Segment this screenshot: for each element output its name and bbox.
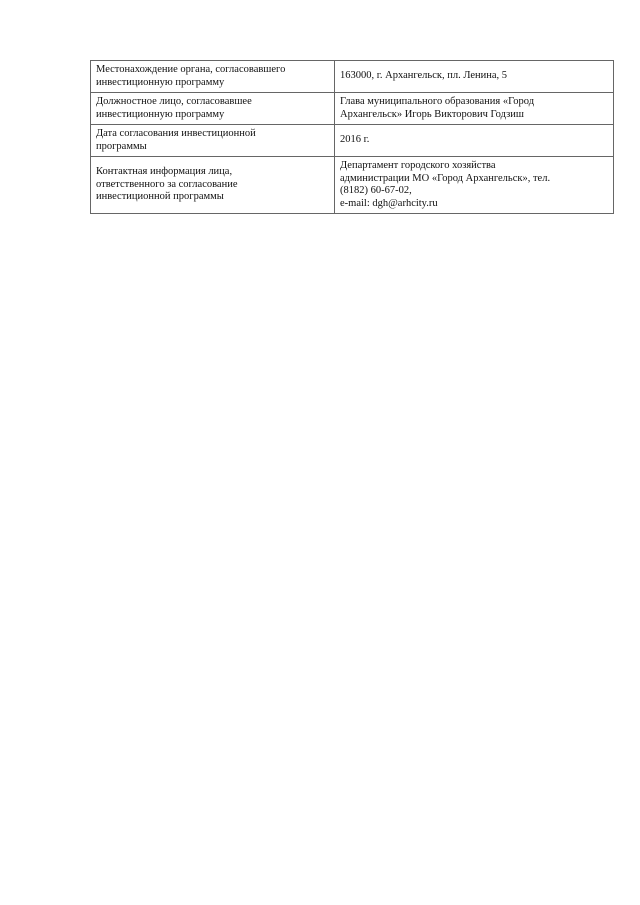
label-line: Должностное лицо, согласовавшее (96, 96, 252, 107)
table-row (91, 125, 614, 157)
table-row (91, 93, 614, 125)
table-row (91, 61, 614, 93)
table-row (91, 157, 614, 214)
value-line: Глава муниципального образования «Город (340, 96, 535, 107)
label-line: Местонахождение органа, согласовавшего (96, 64, 286, 75)
investment-program-approval-table (90, 60, 614, 214)
label-line: инвестиционной программы (96, 191, 224, 203)
label-line: Контактная информация лица, (96, 166, 233, 178)
row-value-approving-official (335, 93, 614, 125)
label-line: Дата согласования инвестиционной (96, 128, 256, 139)
label-line: программы (96, 140, 147, 152)
label-line: инвестиционную программу (96, 108, 225, 120)
value-line: Департамент городского хозяйства (340, 160, 496, 171)
row-label-contact-info (91, 157, 335, 214)
contact-email: e-mail: dgh@arhcity.ru (340, 197, 438, 209)
row-value-approval-date (335, 125, 614, 157)
label-line: ответственного за согласование (96, 178, 238, 190)
row-label-approval-date (91, 125, 335, 157)
label-line: инвестиционную программу (96, 76, 225, 88)
row-label-approver-location (91, 61, 335, 93)
value-line: 163000, г. Архангельск, пл. Ленина, 5 (340, 70, 508, 82)
row-value-contact-info (335, 157, 614, 214)
value-line: 2016 г. (340, 134, 370, 146)
row-value-approver-location (335, 61, 614, 93)
value-line: администрации МО «Город Архангельск», тел. (340, 172, 551, 184)
value-line: (8182) 60-67-02, (340, 185, 412, 196)
row-label-approving-official (91, 93, 335, 125)
value-line: Архангельск» Игорь Викторович Годзиш (340, 108, 524, 120)
